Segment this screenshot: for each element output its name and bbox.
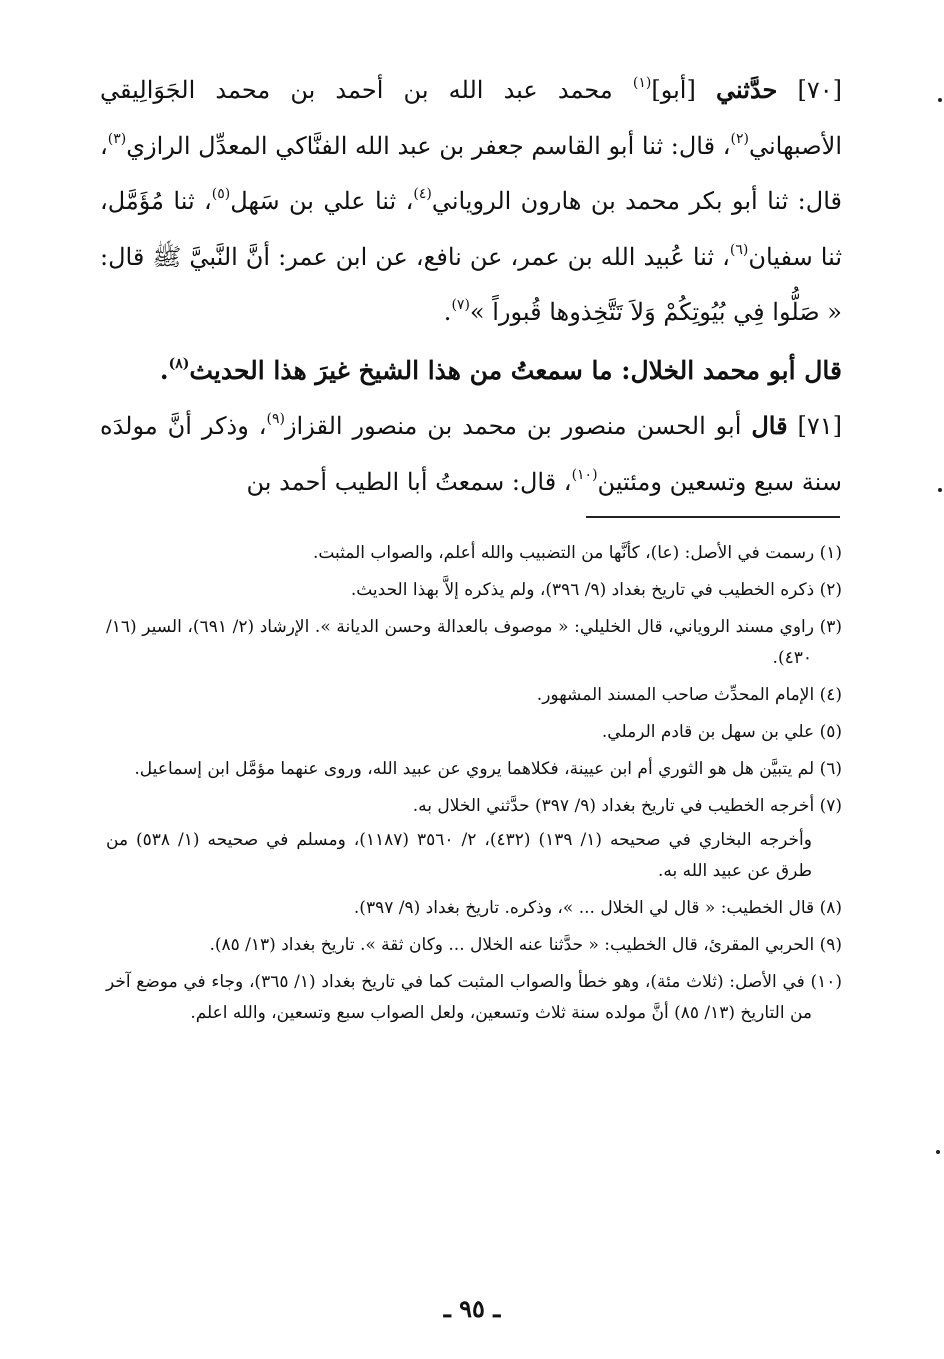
- footnote-ref[interactable]: (٨): [168, 355, 190, 372]
- main-text: [100, 62, 842, 510]
- footnote-ref[interactable]: (١): [632, 75, 652, 91]
- footnote-3: (٣) راوي مسند الروياني، قال الخليلي: « موصوف بالعدالة وحسن الديانة ». الإرشاد (٢/ ٦٩١)، السير (١٦/ ٤٣٠).: [106, 617, 842, 668]
- footnote-1: (١) رسمت في الأصل: (عا)، كأنَّها من التضبيب والله أعلم، والصواب المثبت.: [312, 543, 842, 563]
- footnote-10: (١٠) في الأصل: (ثلاث مئة)، وهو خطأ والصواب المثبت كما في تاريخ بغداد (١/ ٣٦٥)، وجاء في موضع آخر من التاريخ (١٣/ ٨٥) أنَّ مولده سنة ثلاث وتسعين، ولعل الصواب سبع وتسعين، والله اعلم.: [106, 972, 842, 1023]
- hadith-number: [٧٠]: [797, 76, 843, 104]
- footnote-5: (٥) علي بن سهل بن قادم الرملي.: [601, 722, 842, 742]
- footnote-6: (٦) لم يتبيَّن هل هو الثوري أم ابن عيينة، فكلاهما يروي عن عبيد الله، وروى عنهما مؤمَّل ابن إسماعيل.: [134, 759, 842, 779]
- hadith-71: [٧١] قال أبو الحسن منصور بن محمد بن منصور القزاز$^{(٩)}$، وذكر أنَّ مولدَه سنة سبع وتسعين ومئتين$^{(١٠)}$، قال: سمعتُ أبا الطيب أحمد بن: [100, 411, 843, 496]
- section-heading: قال أبو محمد الخلال: ما سمعتُ من هذا الشيخ غيرَ هذا الحديث$^{(٨)}$.: [159, 355, 842, 385]
- page-number: ـ ٩٥ ـ: [443, 1294, 501, 1323]
- narration-keyword: قال: [751, 411, 788, 440]
- footnote-ref[interactable]: (٢): [730, 130, 749, 147]
- footnote-ref[interactable]: (١٠): [571, 466, 598, 483]
- footnote-ref[interactable]: (٣): [107, 130, 127, 147]
- hadith-number: [٧١]: [797, 412, 843, 440]
- footnote-7: (٧) أخرجه الخطيب في تاريخ بغداد (٩/ ٣٩٧) حدَّثني الخلال به.: [412, 796, 842, 816]
- scan-speck: [938, 488, 942, 492]
- footnote-7-continued: وأخرجه البخاري في صحيحه (١/ ١٣٩) (٤٣٢)، ٢/ ٣٥٦٠ (١١٨٧)، ومسلم في صحيحه (١/ ٥٣٨) من طرق عن عبيد الله به.: [106, 830, 812, 881]
- footnote-9: (٩) الحربي المقرئ، قال الخطيب: « حدَّثنا عنه الخلال ... وكان ثقة ». تاريخ بغداد (١٣/ ٨٥).: [209, 935, 842, 955]
- footnote-ref[interactable]: (٤): [413, 186, 432, 202]
- footnote-separator: [586, 516, 840, 518]
- scan-speck: [938, 98, 942, 102]
- narration-keyword: حدَّثني: [715, 75, 778, 104]
- scan-speck: [936, 1150, 940, 1154]
- footnote-ref[interactable]: (٥): [211, 186, 231, 202]
- footnote-8: (٨) قال الخطيب: « قال لي الخلال ... »، وذكره. تاريخ بغداد (٩/ ٣٩٧).: [353, 898, 842, 918]
- hadith-70: [٧٠] حدَّثني [أبو]$^{(١)}$ محمد عبد الله بن أحمد بن محمد الجَوَالِيقي الأصبهاني$^{(٢)}$، قال: ثنا أبو القاسم جعفر بن عبد الله الفنَّاكي المعدِّل الرازي$^{(٣)}$، قال: ثنا أبو بكر محمد بن هارون الروياني$^{(٤)}$، ثنا علي بن سَهل$^{(٥)}$، ثنا مُؤَمَّل، ثنا سفيان$^{(٦)}$، ثنا عُبيد الله بن عمر، عن نافع، عن ابن عمر: أنَّ النَّبيَّ ﷺ قال: « صَلُّوا فِي بُيُوتِكُمْ وَلاَ تَتَّخِذوها قُبوراً »$^{(٧)}$.: [100, 75, 843, 326]
- footnote-ref[interactable]: (٧): [451, 297, 470, 313]
- footnotes: [106, 538, 842, 1035]
- footnote-ref[interactable]: (٩): [266, 411, 285, 427]
- footnote-2: (٢) ذكره الخطيب في تاريخ بغداد (٩/ ٣٩٦)، ولم يذكره إلاَّ بهذا الحديث.: [350, 580, 842, 600]
- footnote-ref[interactable]: (٦): [729, 241, 749, 258]
- footnote-4: (٤) الإمام المحدِّث صاحب المسند المشهور.: [536, 685, 842, 705]
